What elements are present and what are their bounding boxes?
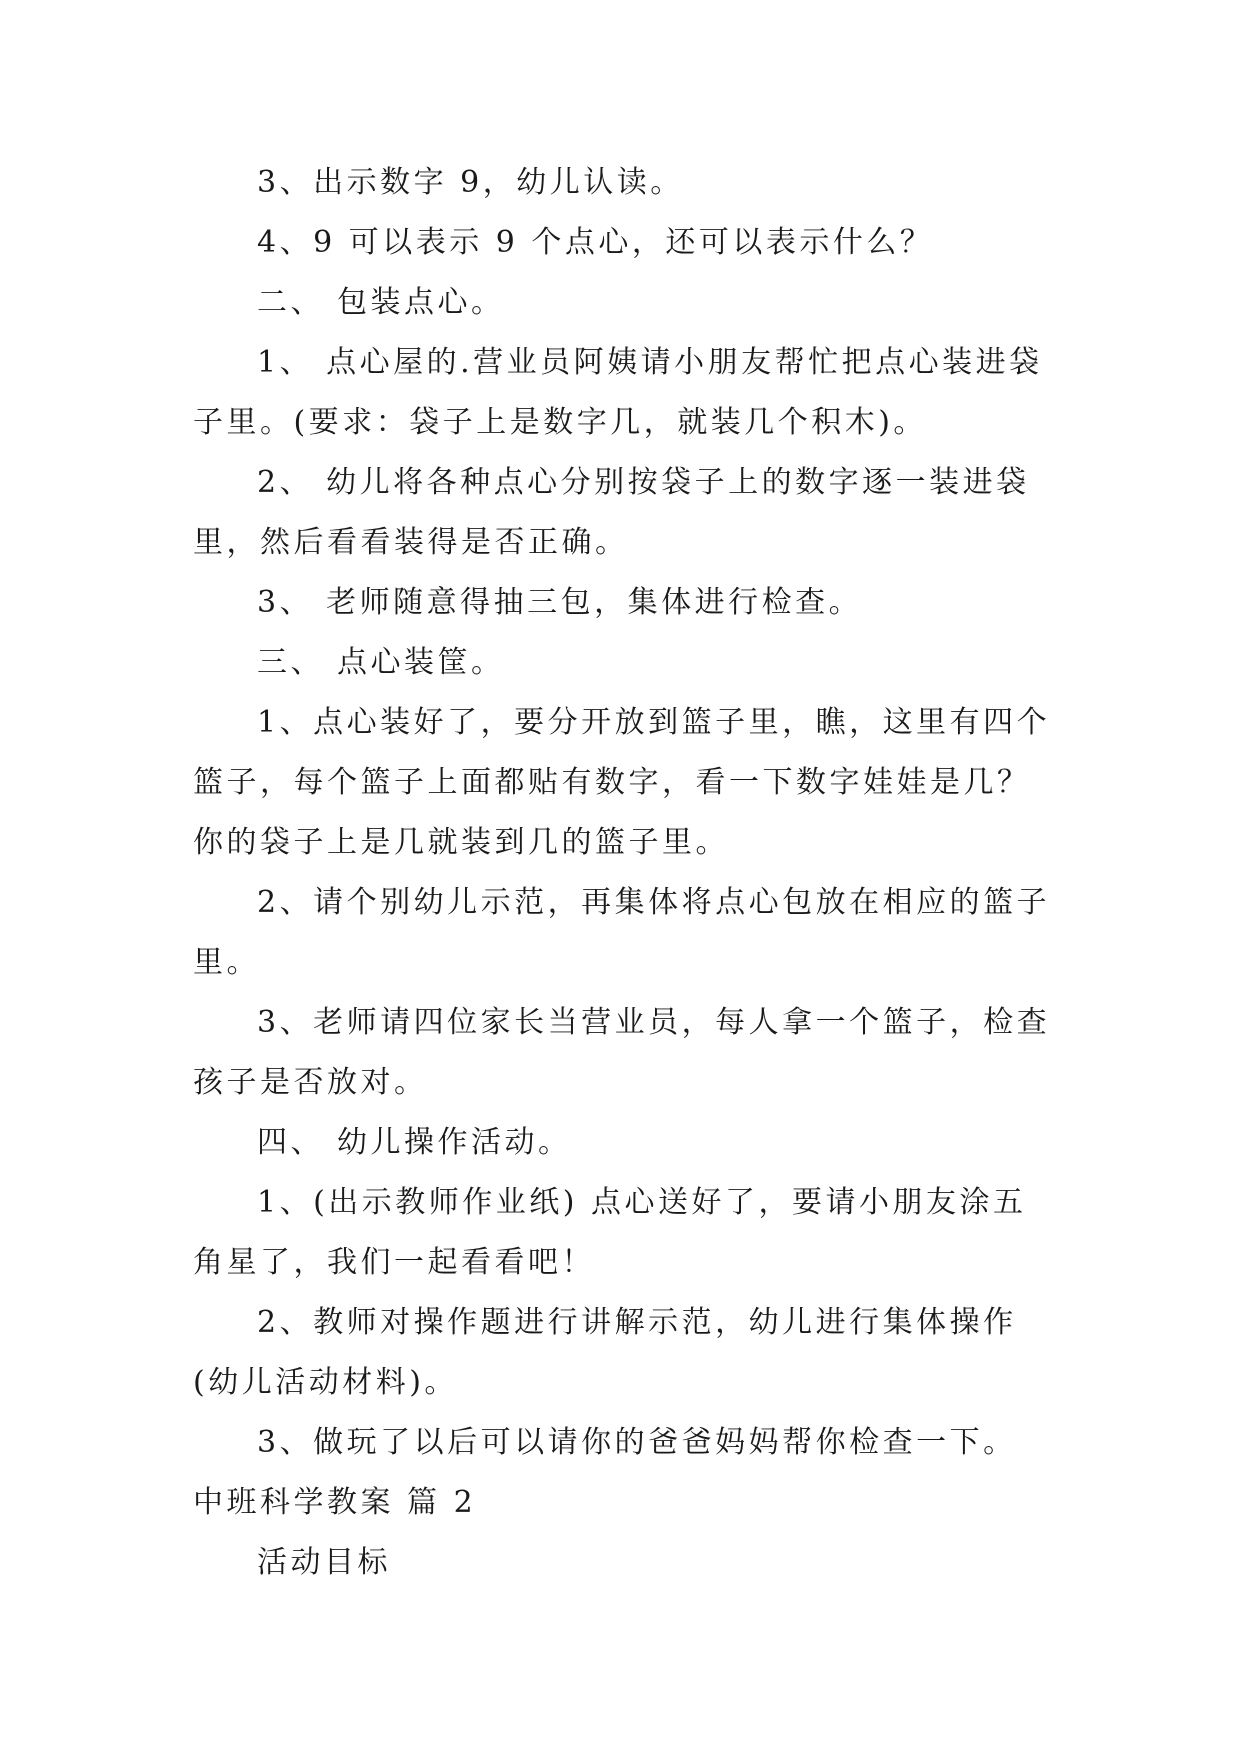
paragraph-4: 2、 幼儿将各种点心分别按袋子上的数字逐一装进袋里，然后看看装得是否正确。 [193, 465, 1030, 560]
paragraph-3: 1、 点心屋的.营业员阿姨请小朋友帮忙把点心装进袋子里。(要求：袋子上是数字几，就装几个积木)。 [193, 345, 1043, 440]
paragraph-8: 3、老师请四位家长当营业员，每人拿一个篮子，检查孩子是否放对。 [193, 1005, 1051, 1100]
paragraph-section-two: 二、 包装点心。 [257, 285, 505, 320]
paragraph-2: 4、9 可以表示 9 个点心，还可以表示什么？ [257, 225, 934, 260]
paragraph-section-four: 四、 幼儿操作活动。 [257, 1125, 572, 1160]
paragraph-5: 3、 老师随意得抽三包，集体进行检查。 [257, 585, 863, 620]
paragraph-11: 3、做玩了以后可以请你的爸爸妈妈帮你检查一下。 [257, 1425, 1017, 1460]
paragraph-10: 2、教师对操作题进行讲解示范，幼儿进行集体操作(幼儿活动材料)。 [193, 1305, 1017, 1400]
paragraph-9: 1、(出示教师作业纸) 点心送好了，要请小朋友涂五角星了，我们一起看看吧！ [193, 1185, 1027, 1280]
section-heading: 中班科学教案 篇 2 [193, 1485, 477, 1520]
paragraph-6: 1、点心装好了，要分开放到篮子里，瞧，这里有四个篮子，每个篮子上面都贴有数字，看一下数字娃娃是几？你的袋子上是几就装到几的篮子里。 [193, 705, 1051, 860]
paragraph-section-three: 三、 点心装筐。 [257, 645, 505, 680]
paragraph-7: 2、请个别幼儿示范，再集体将点心包放在相应的篮子里。 [193, 885, 1051, 980]
paragraph-1: 3、出示数字 9，幼儿认读。 [257, 165, 684, 200]
subheading: 活动目标 [257, 1545, 391, 1580]
